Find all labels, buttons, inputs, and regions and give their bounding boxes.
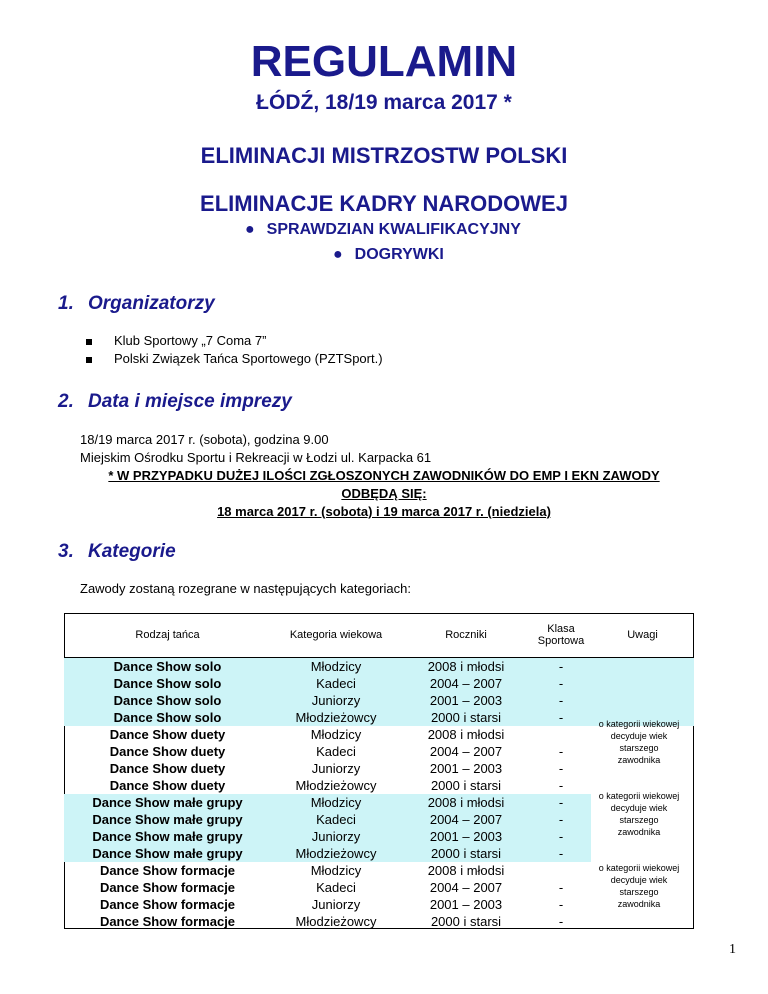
bullet-item-sprawdzian: ● SPRAWDZIAN KWALIFIKACYJNY <box>245 221 521 238</box>
table-cell: 2008 i młodsi <box>401 658 531 676</box>
list-item: Klub Sportowy „7 Coma 7” <box>86 332 266 350</box>
table-cell: Dance Show formacje <box>99 897 236 912</box>
section-heading-data: 2. Data i miejsce imprezy <box>58 391 292 412</box>
table-cell: Kadeci <box>271 675 401 692</box>
table-cell: 2001 – 2003 <box>429 897 503 912</box>
list-item: Polski Związek Tańca Sportowego (PZTSport.) <box>86 350 383 368</box>
table-cell: Kadeci <box>316 744 356 759</box>
note-duety: o kategorii wiekowej decyduje wiek starszego zawodnika <box>598 719 680 765</box>
table-cell: Dance Show formacje <box>99 880 236 895</box>
bullet-dot-icon: ● <box>245 221 255 238</box>
table-cell: - <box>531 811 591 828</box>
column-header: Roczniki <box>401 613 531 658</box>
notice-dates: 18 marca 2017 r. (sobota) i 19 marca 2017 r. (niedziela) <box>217 504 551 519</box>
table-cell: - <box>531 828 591 845</box>
table-cell: Dance Show duety <box>109 778 226 793</box>
table-cell: Dance Show solo <box>64 658 271 676</box>
table-header-row <box>64 613 694 658</box>
table-cell: - <box>558 778 564 793</box>
table-cell <box>591 913 694 930</box>
table-cell: 2008 i młodsi <box>427 727 505 742</box>
table-cell: - <box>558 761 564 776</box>
square-bullet-icon <box>86 339 92 345</box>
note-formacje: o kategorii wiekowej decyduje wiek starszego zawodnika <box>598 863 680 909</box>
column-header: Klasa Sportowa <box>531 613 591 658</box>
table-cell: - <box>558 880 564 895</box>
heading-eliminacje-kadry: ELIMINACJE KADRY NARODOWEJ <box>200 191 568 216</box>
table-cell: Dance Show solo <box>64 692 271 709</box>
table-cell: Dance Show duety <box>109 761 226 776</box>
heading-eliminacji: ELIMINACJI MISTRZOSTW POLSKI <box>200 143 568 168</box>
section-heading-kategorie: 3. Kategorie <box>58 541 176 562</box>
table-cell: 2000 i starsi <box>430 914 502 929</box>
table-cell: Dance Show małe grupy <box>64 845 271 862</box>
table-row <box>64 658 694 676</box>
table-cell: 2004 – 2007 <box>401 675 531 692</box>
table-cell: 2001 – 2003 <box>401 692 531 709</box>
table-cell: Dance Show małe grupy <box>64 794 271 811</box>
event-date-line: ŁÓDŹ, 18/19 marca 2017 * <box>256 91 512 114</box>
document-title: REGULAMIN <box>250 37 518 86</box>
table-cell <box>591 692 694 709</box>
table-cell <box>591 658 694 676</box>
table-cell: 2000 i starsi <box>401 709 531 726</box>
categories-intro: Zawody zostaną rozegrane w następujących kategoriach: <box>80 581 411 596</box>
column-header: Rodzaj tańca <box>64 613 271 658</box>
table-cell: 2004 – 2007 <box>429 744 503 759</box>
table-cell: Dance Show formacje <box>99 914 236 929</box>
table-cell: - <box>531 709 591 726</box>
bullet-dot-icon: ● <box>333 246 343 263</box>
table-cell: - <box>531 794 591 811</box>
table-cell: Dance Show solo <box>64 675 271 692</box>
table-cell: Młodzicy <box>271 794 401 811</box>
bullet-item-dogrywki: ● DOGRYWKI <box>333 246 444 263</box>
table-cell: Juniorzy <box>271 828 401 845</box>
table-cell: Dance Show formacje <box>99 863 236 878</box>
table-cell: - <box>558 914 564 929</box>
column-header: Kategoria wiekowa <box>271 613 401 658</box>
table-cell: 2000 i starsi <box>430 778 502 793</box>
table-cell: Dance Show solo <box>64 709 271 726</box>
table-cell: 2004 – 2007 <box>401 811 531 828</box>
table-row <box>64 845 694 862</box>
table-cell: Dance Show małe grupy <box>64 811 271 828</box>
table-cell: 2001 – 2003 <box>429 761 503 776</box>
table-cell: Młodzicy <box>271 658 401 676</box>
table-cell: Juniorzy <box>271 692 401 709</box>
event-venue-text: Miejskim Ośrodku Sportu i Rekreacji w Łodzi ul. Karpacka 61 <box>80 450 432 465</box>
table-cell: Dance Show małe grupy <box>64 828 271 845</box>
notice-line: * W PRZYPADKU DUŻEJ ILOŚCI ZGŁOSZONYCH ZAWODNIKÓW DO EMP I EKN ZAWODY <box>108 468 660 483</box>
table-cell: 2004 – 2007 <box>429 880 503 895</box>
table-cell <box>531 862 591 879</box>
table-cell: Dance Show duety <box>109 727 226 742</box>
table-cell: - <box>531 658 591 676</box>
event-time-text: 18/19 marca 2017 r. (sobota), godzina 9.00 <box>80 432 329 447</box>
table-cell: 2008 i młodsi <box>401 794 531 811</box>
table-row <box>64 692 694 709</box>
table-cell: - <box>558 897 564 912</box>
table-cell: Młodzieżowcy <box>295 778 377 793</box>
table-cell <box>531 726 591 743</box>
table-cell: Młodzieżowcy <box>271 709 401 726</box>
table-cell: Młodzicy <box>310 727 362 742</box>
table-cell <box>591 675 694 692</box>
table-cell: Kadeci <box>316 880 356 895</box>
table-cell: 2001 – 2003 <box>401 828 531 845</box>
note-male-grupy: o kategorii wiekowej decyduje wiek starszego zawodnika <box>598 791 680 837</box>
table-cell <box>591 845 694 862</box>
table-row <box>64 675 694 692</box>
table-cell: - <box>558 744 564 759</box>
table-row <box>64 913 694 930</box>
table-cell: Juniorzy <box>311 761 361 776</box>
table-cell: Kadeci <box>271 811 401 828</box>
table-cell: Dance Show duety <box>109 744 226 759</box>
column-header: Uwagi <box>591 613 694 658</box>
square-bullet-icon <box>86 357 92 363</box>
table-cell: 2008 i młodsi <box>427 863 505 878</box>
notice-line: ODBĘDĄ SIĘ: <box>341 486 427 501</box>
table-cell: 2000 i starsi <box>401 845 531 862</box>
table-cell: Juniorzy <box>311 897 361 912</box>
table-cell: Młodzieżowcy <box>295 914 377 929</box>
table-cell: Młodzieżowcy <box>271 845 401 862</box>
table-cell: - <box>531 675 591 692</box>
page-number: 1 <box>729 942 736 957</box>
section-heading-organizatorzy: 1. Organizatorzy <box>58 293 215 314</box>
table-cell: - <box>531 845 591 862</box>
table-cell: - <box>531 692 591 709</box>
table-cell: Młodzicy <box>310 863 362 878</box>
